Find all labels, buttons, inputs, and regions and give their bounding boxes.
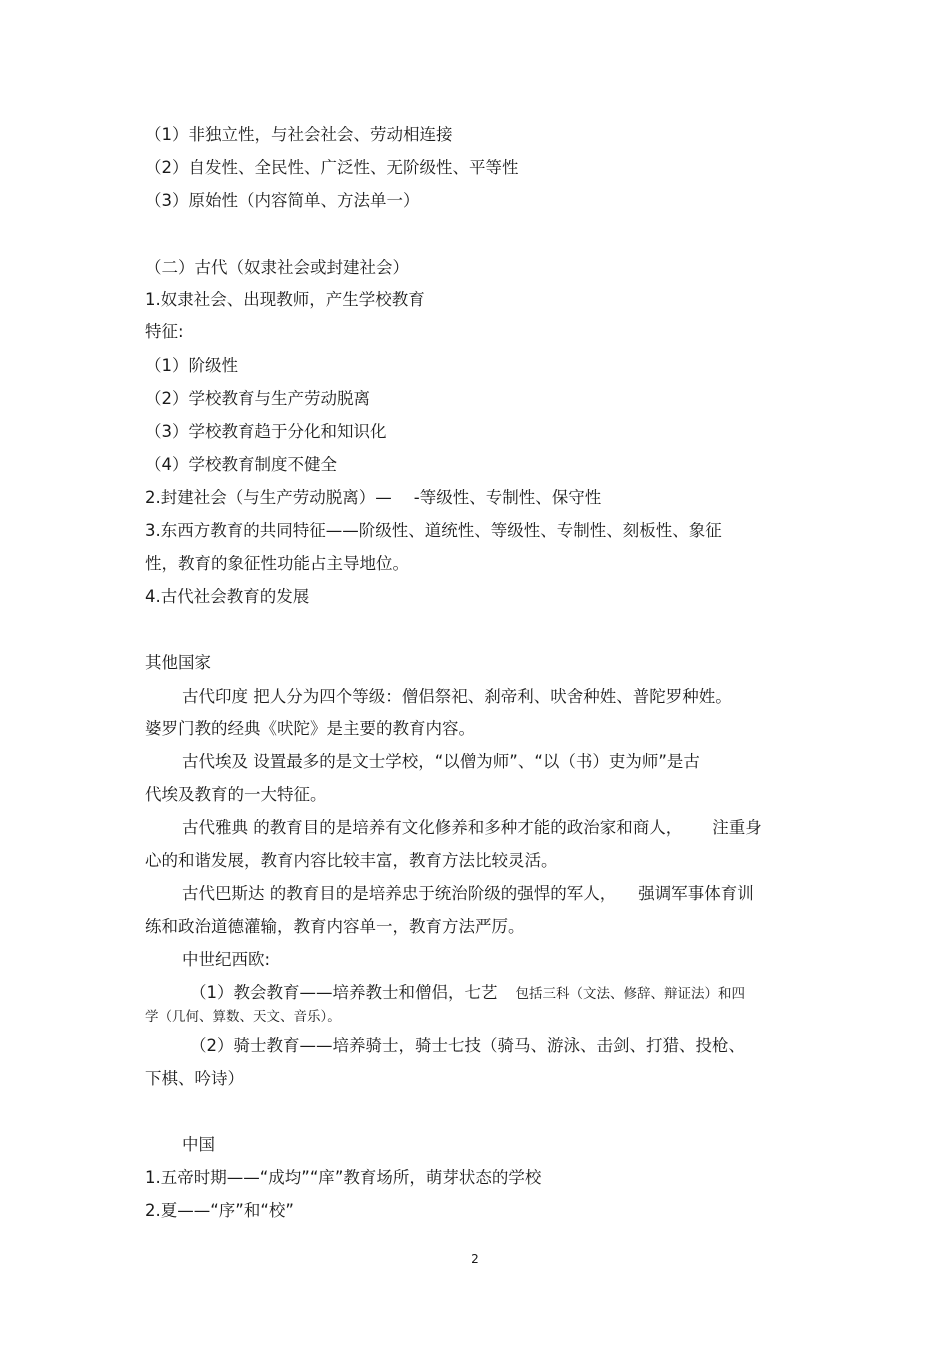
church-line1-b: 包括三科（文法、修辞、辩证法）和四 — [515, 986, 745, 1002]
medieval-heading: 中世纪西欧: — [182, 950, 271, 969]
ancient-p3-line1: 3.东西方教育的共同特征——阶级性、道统性、等级性、专制性、刻板性、象征 — [145, 521, 722, 540]
ancient-p4: 4.古代社会教育的发展 — [145, 587, 310, 606]
india-line2: 婆罗门教的经典《吠陀》是主要的教育内容。 — [145, 719, 475, 738]
primitive-item-2: （2）自发性、全民性、广泛性、无阶级性、平等性 — [145, 158, 519, 177]
sparta-line1 — [182, 883, 754, 905]
knight-line2: 下棋、吟诗） — [145, 1069, 244, 1088]
sparta-line2: 练和政治道德灌输，教育内容单一，教育方法严厉。 — [145, 917, 525, 936]
athens-line1 — [182, 817, 762, 839]
ancient-p1: 1.奴隶社会、出现教师，产生学校教育 — [145, 290, 425, 309]
knight-line1: （2）骑士教育——培养骑士，骑士七技（骑马、游泳、击剑、打猎、投枪、 — [190, 1036, 745, 1055]
primitive-item-1: （1）非独立性，与社会社会、劳动相连接 — [145, 125, 453, 144]
china-p1: 1.五帝时期——“成均”“庠”教育场所，萌芽状态的学校 — [145, 1168, 542, 1187]
india-line1: 古代印度 把人分为四个等级：僧侣祭祀、刹帝利、吠舍种姓、普陀罗种姓。 — [182, 687, 732, 706]
features-label: 特征: — [145, 322, 184, 341]
church-line2: 学（几何、算数、天文、音乐）。 — [145, 1009, 341, 1025]
other-heading: 其他国家 — [145, 653, 211, 672]
feature-item-4: （4）学校教育制度不健全 — [145, 455, 337, 474]
feature-item-2: （2）学校教育与生产劳动脱离 — [145, 389, 370, 408]
sparta-line1-a: 古代巴斯达 的教育目的是培养忠于统治阶级的强悍的军人， — [182, 884, 617, 903]
athens-line1-a: 古代雅典 的教育目的是培养有文化修养和多种才能的政治家和商人， — [182, 818, 683, 837]
church-line1 — [190, 982, 745, 1004]
page-number: 2 — [471, 1252, 479, 1266]
egypt-line2: 代埃及教育的一大特征。 — [145, 785, 327, 804]
china-p2: 2.夏——“序”和“校” — [145, 1201, 294, 1220]
primitive-item-3: （3）原始性（内容简单、方法单一） — [145, 191, 420, 210]
ancient-heading: （二）古代（奴隶社会或封建社会） — [145, 258, 409, 277]
sparta-line1-b: 强调军事体育训 — [638, 884, 754, 903]
athens-line2: 心的和谐发展，教育内容比较丰富，教育方法比较灵活。 — [145, 851, 558, 870]
church-line1-a: （1）教会教育——培养教士和僧侣，七艺 — [190, 983, 498, 1002]
feature-item-3: （3）学校教育趋于分化和知识化 — [145, 422, 387, 441]
ancient-p2 — [145, 487, 601, 509]
egypt-line1: 古代埃及 设置最多的是文士学校，“以僧为师”、“以（书）吏为师”是古 — [182, 752, 700, 771]
ancient-p2-a: 2.封建社会（与生产劳动脱离）— — [145, 488, 392, 507]
athens-line1-b: 注重身 — [712, 818, 762, 837]
china-heading: 中国 — [182, 1135, 215, 1154]
ancient-p2-b: -等级性、专制性、保守性 — [413, 488, 602, 507]
ancient-p3-line2: 性，教育的象征性功能占主导地位。 — [145, 554, 409, 573]
feature-item-1: （1）阶级性 — [145, 356, 238, 375]
